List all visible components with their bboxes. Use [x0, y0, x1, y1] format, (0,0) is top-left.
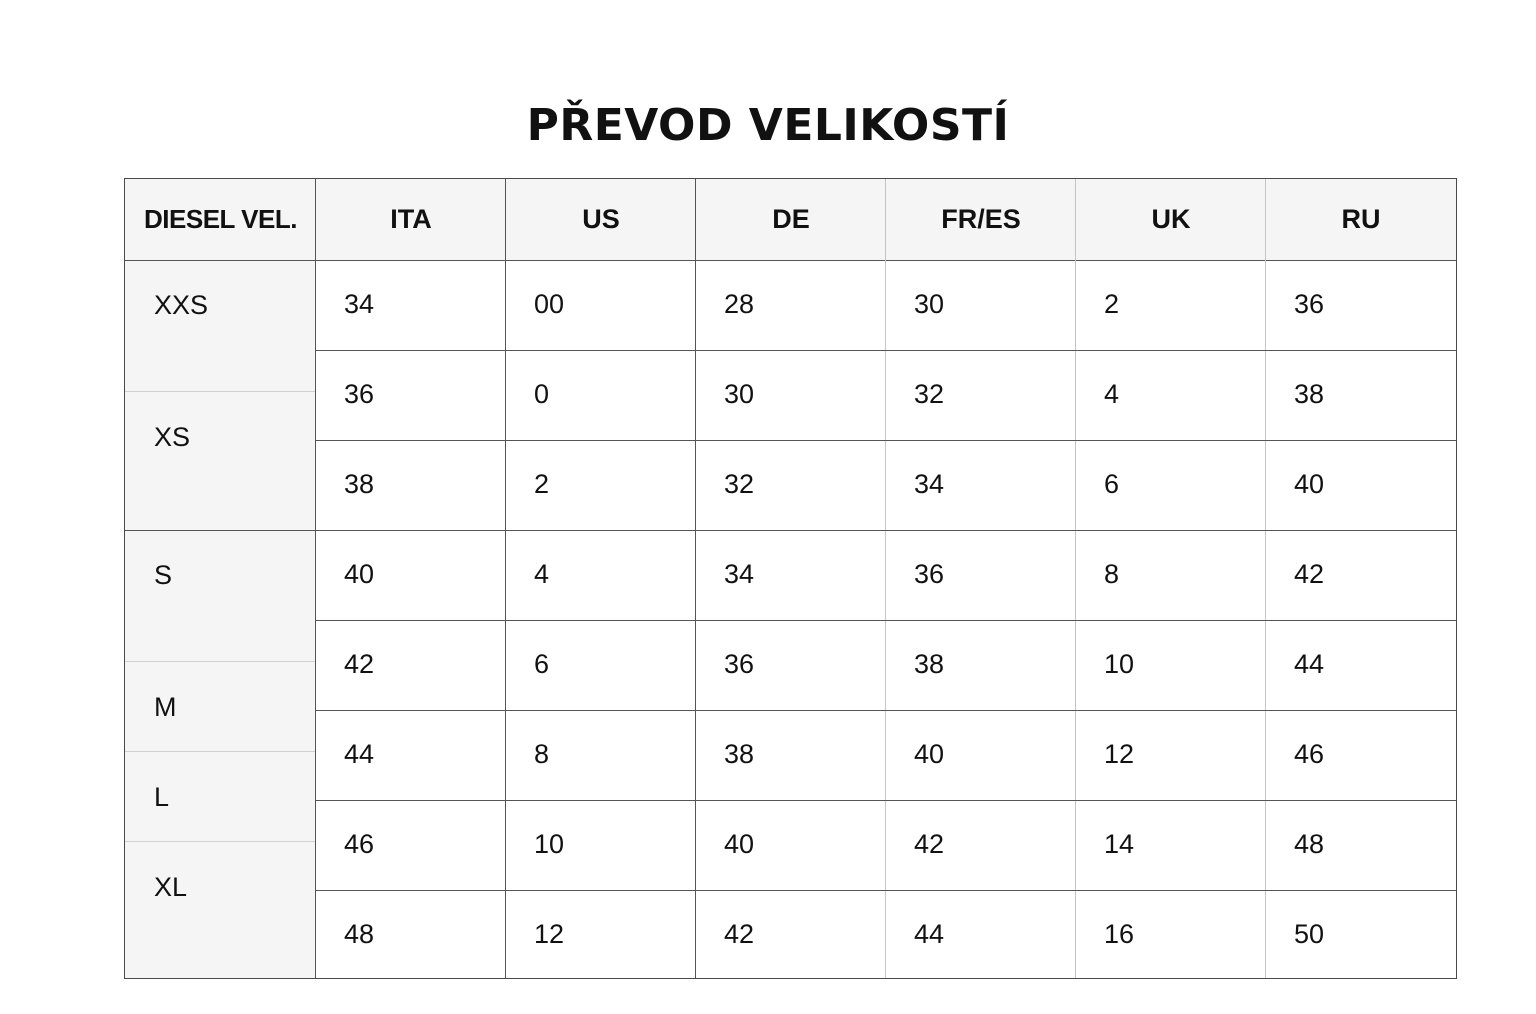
table-cell: 36	[724, 649, 755, 679]
size-label-xxs: XXS	[154, 290, 209, 320]
table-cell: 50	[1294, 919, 1325, 949]
table-cell: 2	[534, 469, 550, 499]
table-cell: 4	[1104, 379, 1120, 409]
table-cell: 40	[1294, 469, 1325, 499]
size-group-divider	[125, 530, 315, 531]
table-cell: 16	[1104, 919, 1135, 949]
size-label-m: M	[154, 692, 177, 722]
table-cell: 42	[914, 829, 945, 859]
table-cell: 38	[1294, 379, 1325, 409]
table-cell: 32	[914, 379, 945, 409]
table-cell: 8	[534, 739, 550, 769]
table-cell: 48	[344, 919, 375, 949]
table-cell: 38	[724, 739, 755, 769]
table-cell: 44	[914, 919, 945, 949]
column-divider	[505, 179, 506, 978]
diesel-size-column	[125, 261, 315, 978]
row-divider	[316, 800, 1456, 801]
table-cell: 6	[534, 649, 550, 679]
table-cell: 14	[1104, 829, 1135, 859]
table-cell: 46	[344, 829, 375, 859]
header-ita: ITA	[390, 204, 432, 234]
size-group-divider	[125, 661, 315, 662]
table-cell: 00	[534, 289, 565, 319]
table-cell: 46	[1294, 739, 1325, 769]
column-divider	[315, 179, 316, 978]
table-cell: 10	[1104, 649, 1135, 679]
table-header-row	[125, 179, 1456, 261]
header-fr-es: FR/ES	[941, 204, 1021, 234]
column-divider	[1265, 179, 1266, 978]
table-cell: 6	[1104, 469, 1120, 499]
size-group-divider	[125, 751, 315, 752]
size-conversion-table	[124, 178, 1457, 979]
size-label-s: S	[154, 560, 173, 590]
table-cell: 42	[1294, 559, 1325, 589]
table-cell: 36	[1294, 289, 1325, 319]
table-cell: 38	[914, 649, 945, 679]
table-cell: 30	[914, 289, 945, 319]
table-cell: 42	[344, 649, 375, 679]
size-group-divider	[125, 841, 315, 842]
row-divider	[316, 620, 1456, 621]
column-divider	[695, 179, 696, 978]
table-cell: 2	[1104, 289, 1120, 319]
table-cell: 36	[914, 559, 945, 589]
row-divider	[316, 440, 1456, 441]
column-divider	[885, 179, 886, 978]
size-label-xl: XL	[154, 872, 188, 902]
size-label-l: L	[154, 782, 170, 812]
header-ru: RU	[1341, 204, 1381, 234]
table-cell: 42	[724, 919, 755, 949]
table-cell: 38	[344, 469, 375, 499]
table-cell: 40	[914, 739, 945, 769]
table-cell: 44	[344, 739, 375, 769]
table-cell: 48	[1294, 829, 1325, 859]
row-divider	[316, 350, 1456, 351]
table-cell: 28	[724, 289, 755, 319]
table-cell: 40	[344, 559, 375, 589]
table-cell: 34	[344, 289, 375, 319]
header-uk: UK	[1151, 204, 1191, 234]
row-divider	[316, 710, 1456, 711]
size-label-xs: XS	[154, 422, 191, 452]
table-cell: 34	[914, 469, 945, 499]
table-cell: 32	[724, 469, 755, 499]
table-cell: 12	[534, 919, 565, 949]
header-diesel-size: DIESEL VEL.	[144, 204, 297, 234]
row-divider	[316, 530, 1456, 531]
column-divider	[1075, 179, 1076, 978]
size-group-divider	[125, 391, 315, 392]
page-title: PŘEVOD VELIKOSTÍ	[526, 100, 1010, 151]
table-cell: 4	[534, 559, 550, 589]
table-cell: 36	[344, 379, 375, 409]
table-cell: 44	[1294, 649, 1325, 679]
header-de: DE	[772, 204, 810, 234]
table-cell: 8	[1104, 559, 1120, 589]
table-cell: 30	[724, 379, 755, 409]
table-cell: 0	[534, 379, 550, 409]
table-cell: 10	[534, 829, 565, 859]
table-cell: 12	[1104, 739, 1135, 769]
table-cell: 40	[724, 829, 755, 859]
table-cell: 34	[724, 559, 755, 589]
row-divider	[316, 890, 1456, 891]
header-us: US	[582, 204, 620, 234]
